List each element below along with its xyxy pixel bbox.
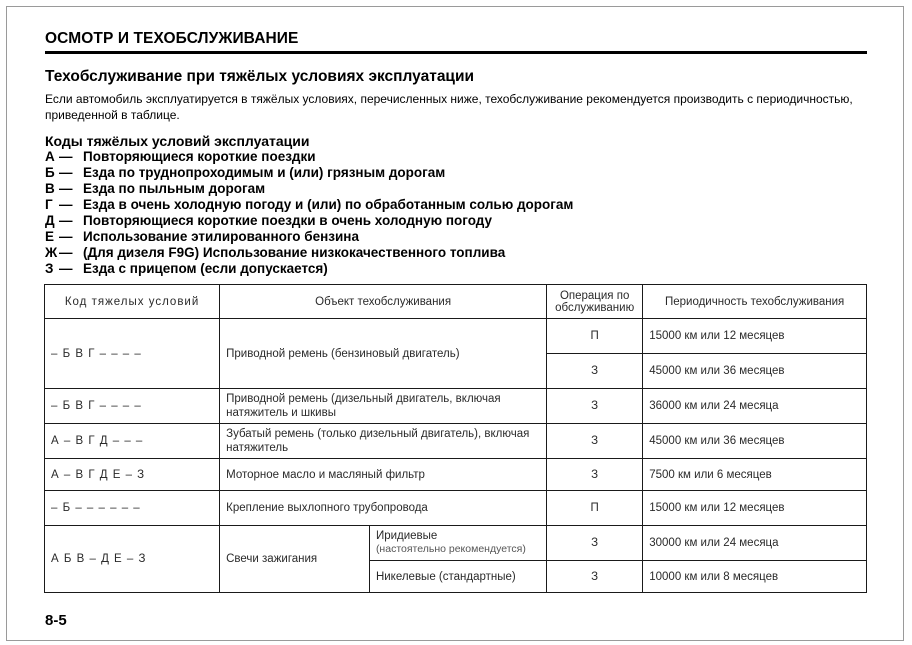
subtype-nickel: Никелевые (стандартные)	[369, 561, 546, 593]
cell-operation: З	[547, 526, 643, 561]
table-row	[45, 459, 867, 491]
cell-object: Крепление выхлопного трубопровода	[220, 491, 547, 526]
cell-codes: А Б В – Д Е – З	[45, 526, 220, 593]
cell-period: 45000 км или 36 месяцев	[643, 354, 867, 389]
table-row	[45, 491, 867, 526]
maintenance-table	[44, 284, 867, 593]
cell-operation: З	[547, 389, 643, 424]
cell-object: Приводной ремень (дизельный двигатель, включая натяжитель и шкивы	[220, 389, 547, 424]
cell-operation: З	[547, 424, 643, 459]
cell-operation: П	[547, 491, 643, 526]
cell-period: 15000 км или 12 месяцев	[643, 491, 867, 526]
cell-object: Моторное масло и масляный фильтр	[220, 459, 547, 491]
cell-codes: А – В Г Д Е – З	[45, 459, 220, 491]
subtype-iridium-note: (настоятельно рекомендуется)	[375, 543, 526, 555]
col-header-period: Периодичность техобслуживания	[643, 285, 867, 319]
cell-operation: З	[547, 459, 643, 491]
col-header-codes: Код тяжелых условий	[45, 285, 220, 319]
subtype-iridium: Иридиевые	[375, 530, 438, 542]
cell-period: 7500 км или 6 месяцев	[643, 459, 867, 491]
cell-period: 15000 км или 12 месяцев	[643, 319, 867, 354]
cell-object: Свечи зажигания	[220, 526, 370, 593]
codes-list	[45, 149, 573, 277]
table-row	[45, 319, 867, 354]
page-number: 8-5	[45, 612, 67, 629]
code-item: Б — Езда по труднопроходимым и (или) грязным дорогам	[45, 165, 446, 180]
code-item: Д — Повторяющиеся короткие поездки в очень холодную погоду	[45, 213, 493, 228]
page-title: Техобслуживание при тяжёлых условиях эксплуатации	[45, 68, 475, 85]
cell-codes: – Б В Г – – – –	[45, 319, 220, 389]
cell-object: Приводной ремень (бензиновый двигатель)	[220, 319, 547, 389]
table-row	[45, 389, 867, 424]
cell-operation: З	[547, 354, 643, 389]
cell-codes: А – В Г Д – – –	[45, 424, 220, 459]
table-row	[45, 424, 867, 459]
codes-title: Коды тяжёлых условий эксплуатации	[45, 133, 310, 149]
cell-period: 45000 км или 36 месяцев	[643, 424, 867, 459]
intro-paragraph: Если автомобиль эксплуатируется в тяжёлых условиях, перечисленных ниже, техобслуживание рекомендуется производить с периодичностью, приведенной в таблице.	[45, 92, 853, 122]
cell-codes: – Б В Г – – – –	[45, 389, 220, 424]
code-item: Г — Езда в очень холодную погоду и (или) по обработанным солью дорогам	[45, 197, 574, 212]
cell-period: 10000 км или 8 месяцев	[643, 561, 867, 593]
code-item: Ж — (Для дизеля F9G) Использование низкокачественного топлива	[45, 245, 506, 260]
code-item: В — Езда по пыльным дорогам	[45, 181, 266, 196]
cell-operation: З	[547, 561, 643, 593]
cell-object: Зубатый ремень (только дизельный двигатель), включая натяжитель	[220, 424, 547, 459]
code-item: З — Езда с прицепом (если допускается)	[45, 261, 328, 276]
code-item: А — Повторяющиеся короткие поездки	[45, 149, 316, 164]
cell-period: 36000 км или 24 месяца	[643, 389, 867, 424]
cell-period: 30000 км или 24 месяца	[643, 526, 867, 561]
header-rule	[45, 51, 867, 54]
col-header-object: Объект техобслуживания	[220, 285, 547, 319]
code-item: Е — Использование этилированного бензина	[45, 229, 359, 244]
cell-subtype	[369, 526, 546, 561]
section-header: ОСМОТР И ТЕХОБСЛУЖИВАНИЕ	[45, 30, 299, 47]
table-row	[45, 526, 867, 561]
table-header-row	[45, 285, 867, 319]
cell-codes: – Б – – – – – –	[45, 491, 220, 526]
cell-operation: П	[547, 319, 643, 354]
col-header-operation: Операция по обслуживанию	[547, 285, 643, 319]
